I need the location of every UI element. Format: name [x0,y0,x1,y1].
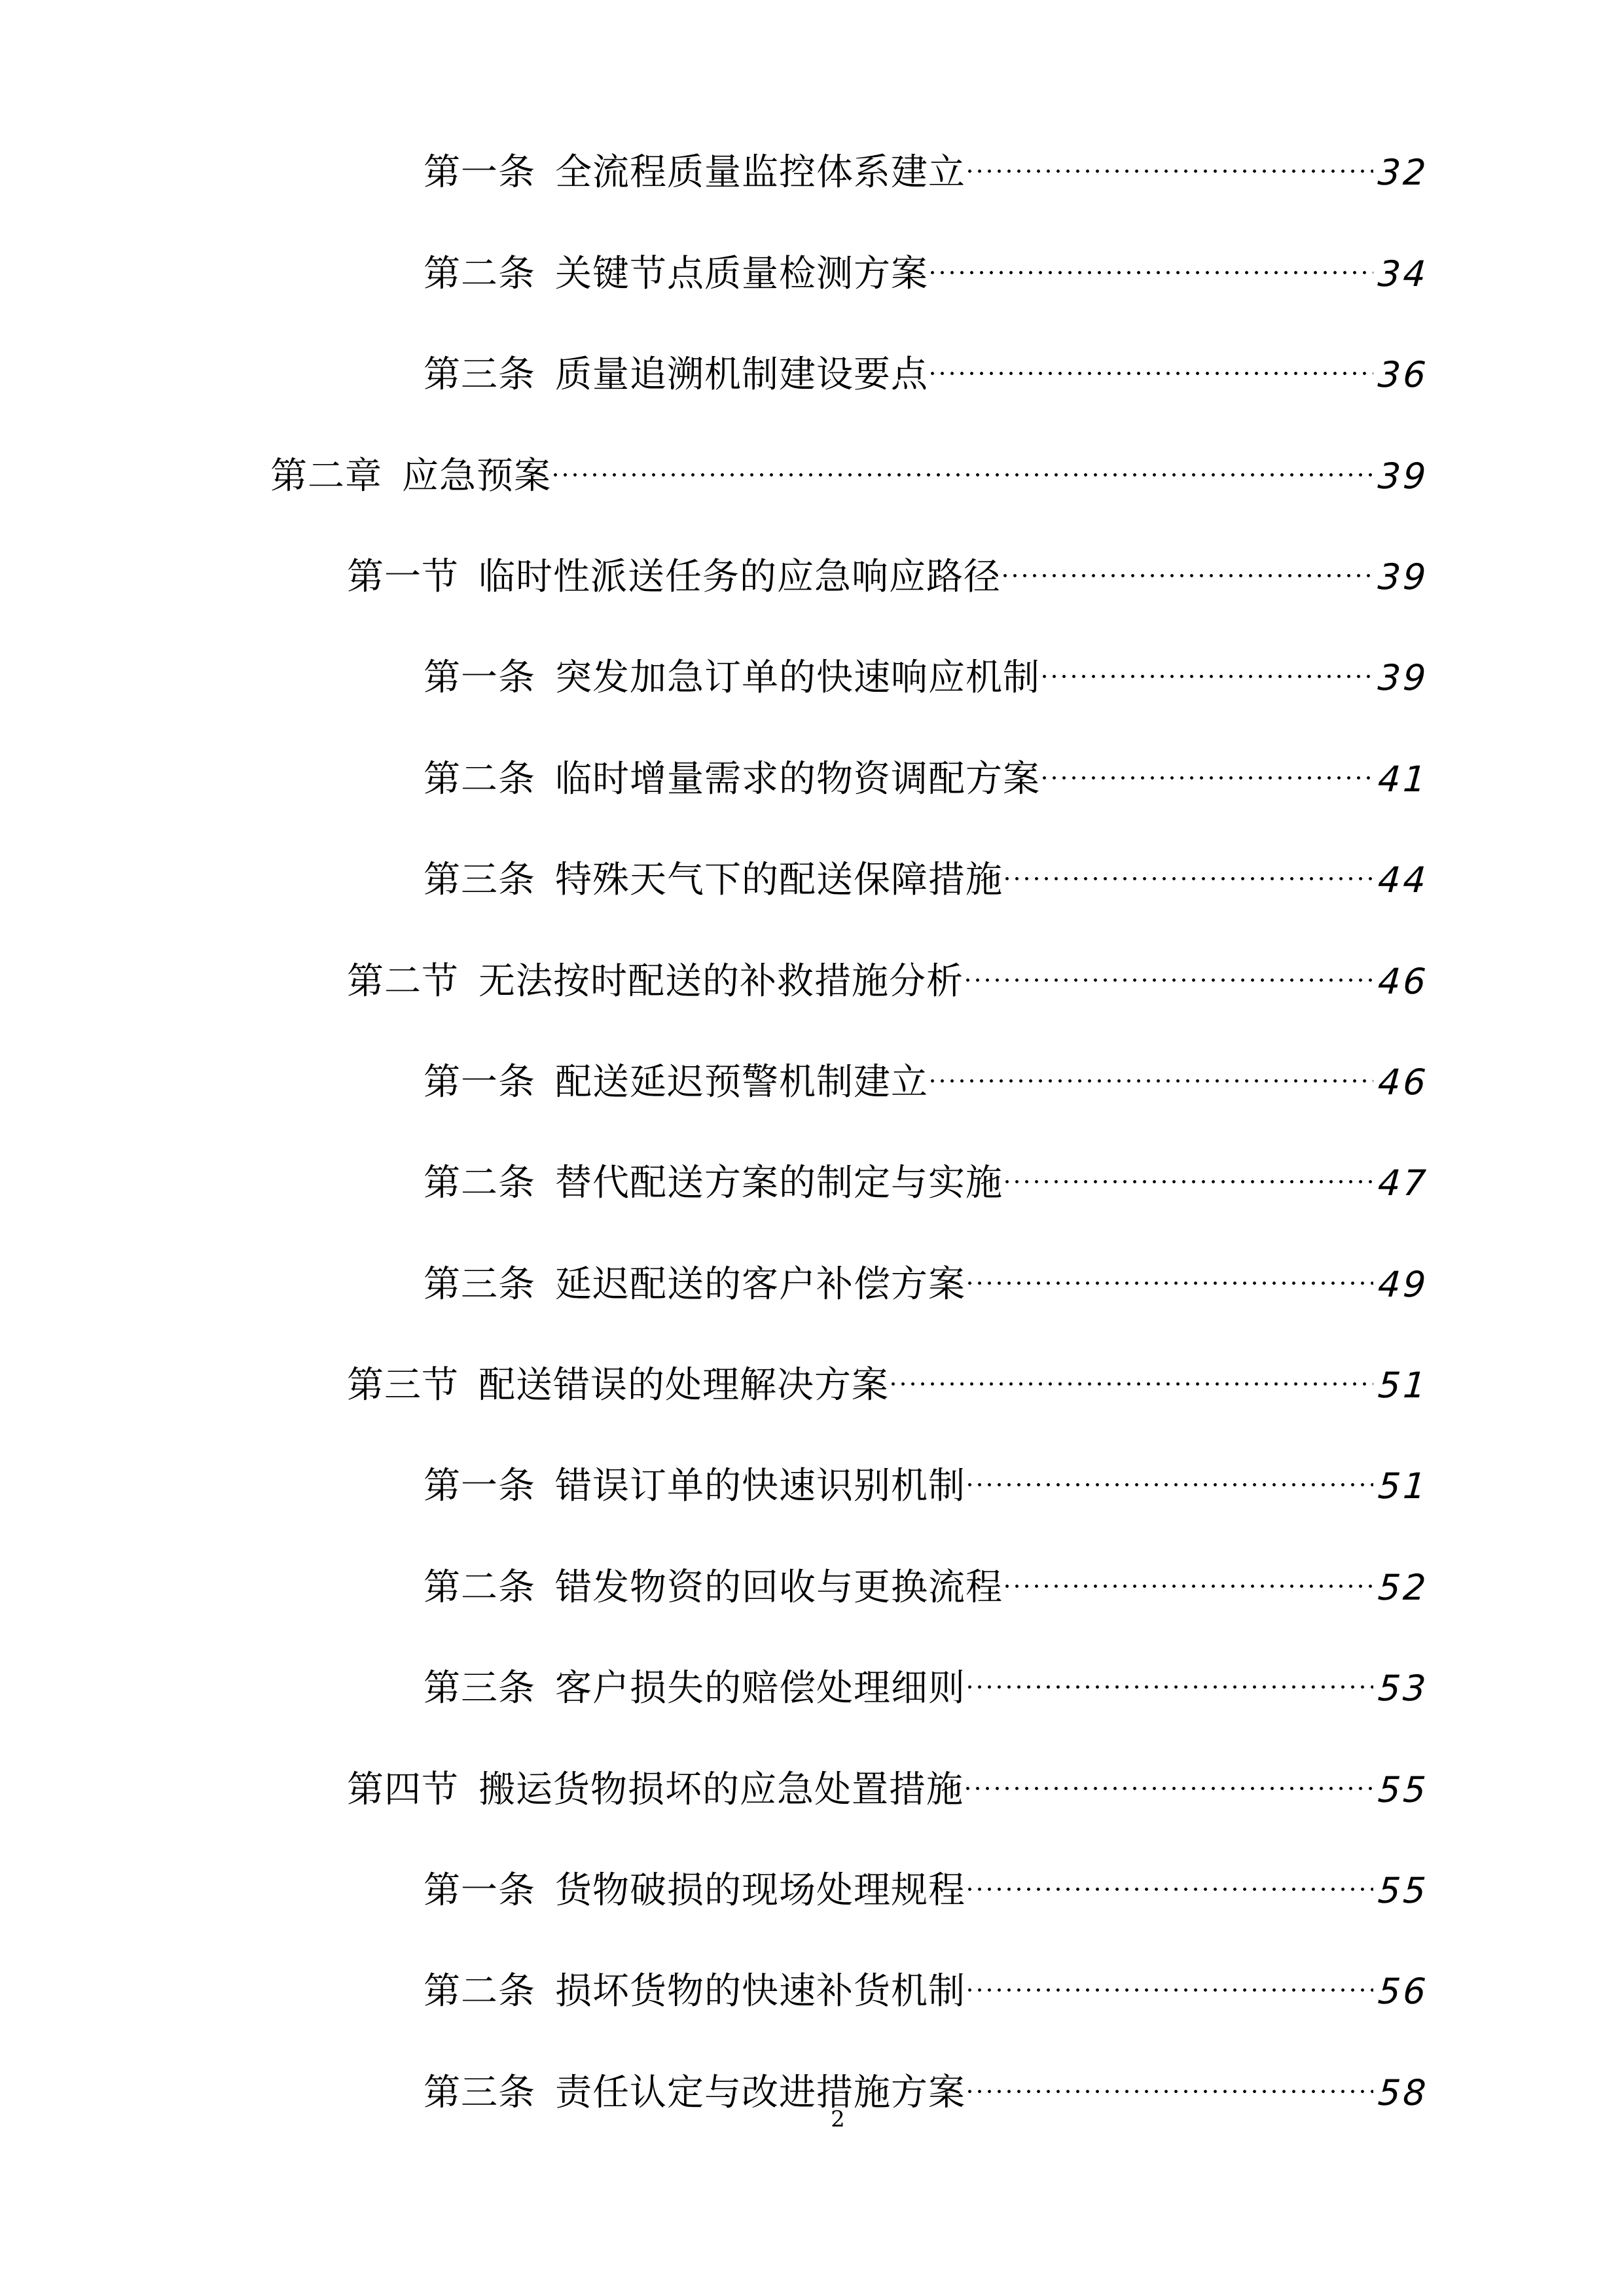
toc-entry-title: 货物破损的现场处理规程 [555,1869,965,1912]
toc-entry-page: 55 [1377,1768,1430,1810]
toc-entry-page: 49 [1377,1263,1430,1305]
toc-entry-article[interactable] [0,2003,1624,2114]
toc-entry-article[interactable] [0,1600,1624,1710]
toc-entry-prefix: 第二条 [424,1162,535,1205]
toc-entry-article[interactable] [0,1094,1624,1205]
toc-entry-prefix: 第二条 [424,1970,535,2013]
toc-entry-title: 全流程质量监控体系建立 [555,151,965,194]
dot-leader [1005,840,1373,892]
toc-entry-article[interactable] [0,286,1624,397]
dot-leader [968,1951,1373,2003]
toc-entry-article[interactable] [0,994,1624,1103]
toc-entry-prefix: 第三节 [347,1364,459,1407]
toc-entry-prefix: 第三条 [424,859,535,902]
toc-entry-page: 39 [1377,657,1430,699]
dot-leader [1003,537,1373,589]
dot-leader [1043,739,1373,791]
dot-leader [968,1244,1373,1297]
toc-entry-title: 突发加急订单的快速响应机制 [555,656,1040,700]
toc-entry-article[interactable] [0,1903,1624,2013]
toc-entry-page: 47 [1377,1162,1430,1204]
toc-entry-page: 52 [1377,1566,1430,1608]
toc-entry-prefix: 第二条 [424,757,535,800]
dot-leader [968,2053,1373,2105]
toc-entry-page: 56 [1377,1971,1430,2013]
toc-entry-page: 44 [1377,859,1430,901]
dot-leader [968,1648,1373,1700]
toc-entry-title: 责任认定与改进措施方案 [555,2071,965,2114]
toc-entry-page: 36 [1377,354,1430,396]
toc-entry-page: 46 [1377,1061,1430,1103]
toc-entry-page: 41 [1377,758,1430,800]
dot-leader [966,941,1373,994]
toc-entry-section[interactable] [0,488,1624,598]
dot-leader [931,334,1373,387]
toc-entry-title: 错误订单的快速识别机制 [555,1465,965,1508]
toc-entry-prefix: 第二条 [424,252,535,295]
dot-leader [554,436,1373,488]
toc-entry-article[interactable] [0,185,1624,295]
toc-entry-section[interactable] [0,1297,1624,1407]
dot-leader [931,1042,1373,1094]
toc-entry-prefix: 第一节 [347,555,459,598]
toc-entry-page: 53 [1377,1668,1430,1710]
dot-leader [1043,637,1373,690]
toc-entry-title: 搬运货物损坏的应急处置措施 [478,1768,964,1811]
toc-entry-title: 临时性派送任务的应急响应路径 [478,555,1001,598]
toc-entry-article[interactable] [0,791,1624,902]
toc-entry-title: 质量追溯机制建设要点 [555,353,928,397]
toc-entry-page: 39 [1377,455,1430,497]
toc-entry-prefix: 第一条 [424,656,535,700]
toc-entry-title: 客户损失的赔偿处理细则 [555,1667,965,1710]
toc-entry-page: 51 [1377,1365,1430,1407]
toc-entry-section[interactable] [0,892,1624,1003]
toc-entry-title: 特殊天气下的配送保障措施 [555,859,1003,902]
dot-leader [966,1749,1373,1802]
toc-entry-chapter[interactable] [0,387,1624,497]
toc-entry-prefix: 第一条 [424,1060,535,1103]
toc-entry-page: 32 [1377,152,1430,194]
toc-entry-title: 损坏货物的快速补货机制 [555,1970,965,2013]
toc-entry-prefix: 第三条 [424,1667,535,1710]
toc-entry-prefix: 第一条 [424,1869,535,1912]
toc-entry-title: 配送错误的处理解决方案 [478,1364,889,1407]
toc-entry-page: 34 [1377,253,1430,295]
dot-leader [1005,1143,1373,1195]
toc-entry-title: 错发物资的回收与更换流程 [555,1566,1003,1609]
dot-leader [1005,1547,1373,1600]
table-of-contents [0,84,1624,2114]
toc-entry-page: 58 [1377,2072,1430,2113]
dot-leader [892,1345,1373,1397]
toc-entry-prefix: 第二条 [424,1566,535,1609]
toc-entry-prefix: 第三条 [424,353,535,397]
toc-entry-article[interactable] [0,1195,1624,1306]
toc-entry-title: 关键节点质量检测方案 [555,252,928,295]
page-number: 2 [831,2106,845,2132]
toc-entry-prefix: 第四节 [347,1768,459,1811]
toc-entry-page: 46 [1377,960,1430,1002]
toc-entry-prefix: 第三条 [424,2071,535,2114]
toc-entry-prefix: 第一条 [424,1465,535,1508]
toc-entry-title: 配送延迟预警机制建立 [555,1060,928,1103]
toc-entry-page: 55 [1377,1870,1430,1912]
toc-entry-prefix: 第一条 [424,151,535,194]
toc-entry-article[interactable] [0,1397,1624,1508]
toc-entry-title: 应急预案 [402,454,551,497]
toc-entry-page: 51 [1377,1465,1430,1507]
toc-entry-page: 39 [1377,556,1430,598]
dot-leader [931,234,1373,286]
toc-entry-title: 替代配送方案的制定与实施 [555,1162,1003,1205]
toc-entry-prefix: 第三条 [424,1263,535,1306]
toc-entry-article[interactable] [0,690,1624,800]
toc-entry-article[interactable] [0,1802,1624,1912]
toc-entry-article[interactable] [0,1498,1624,1609]
toc-entry-article[interactable] [0,589,1624,700]
toc-entry-title: 无法按时配送的补救措施分析 [478,960,964,1003]
dot-leader [968,1446,1373,1498]
toc-entry-title: 延迟配送的客户补偿方案 [555,1263,965,1306]
dot-leader [968,132,1373,185]
toc-entry-prefix: 第二节 [347,960,459,1003]
dot-leader [968,1850,1373,1903]
toc-entry-title: 临时增量需求的物资调配方案 [555,757,1040,800]
toc-entry-article[interactable] [0,84,1624,194]
toc-entry-section[interactable] [0,1700,1624,1811]
toc-entry-prefix: 第二章 [270,454,382,497]
